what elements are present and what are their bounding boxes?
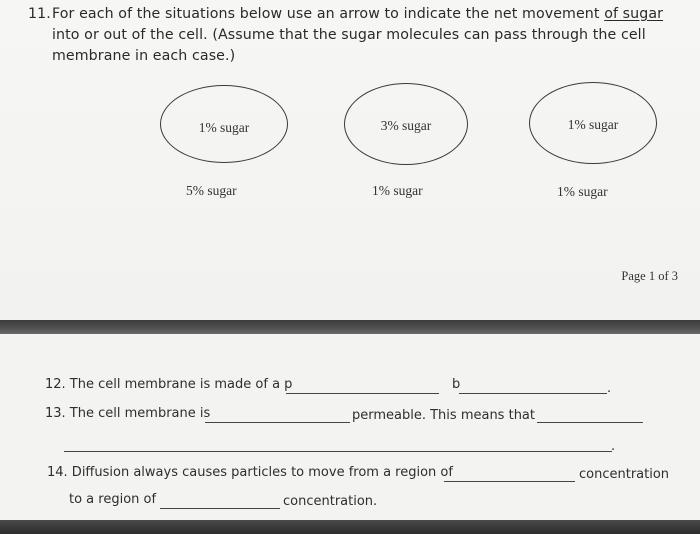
question-13-middle: permeable. This means that (352, 408, 535, 423)
cell-2-outside-label: 1% sugar (372, 183, 423, 198)
question-12-b-label: b (452, 377, 461, 392)
q12-blank-a[interactable] (286, 393, 439, 394)
q14-blank-a[interactable] (444, 481, 575, 482)
question-13-text: 13. The cell membrane is (45, 406, 211, 421)
cell-2 (344, 83, 468, 165)
question-12-end: . (607, 381, 612, 396)
q14-blank-b[interactable] (160, 508, 280, 509)
cell-3-outside-label: 1% sugar (557, 184, 608, 199)
question-13-end: . (611, 439, 616, 454)
q13-blank-a[interactable] (205, 422, 350, 423)
q12-blank-b[interactable] (459, 393, 607, 394)
cell-3 (529, 82, 657, 164)
cell-1 (160, 85, 288, 163)
question-14-line-1: 14. Diffusion always causes particles to move from a region of (47, 465, 453, 480)
question-14-line-1-end: concentration (579, 467, 670, 482)
page-footer: Page 1 of 3 (621, 269, 678, 283)
cell-1-inside-label: 1% sugar (198, 120, 250, 135)
bottom-edge (0, 520, 700, 534)
question-11-text: For each of the situations below use an arrow to indicate the net movement of sugar into or out of the cell. (Assume that the sugar molecules can pass through the cell membrane in each case.) (52, 6, 664, 64)
q13-blank-c[interactable] (64, 451, 612, 452)
question-14-line-2: to a region of (69, 492, 157, 507)
cell-2-inside-label: 3% sugar (380, 118, 432, 133)
question-11 (28, 4, 693, 67)
question-14-line-2-end: concentration. (283, 494, 378, 509)
underlined-phrase: of sugar (604, 6, 664, 22)
page-divider (0, 320, 700, 334)
question-11-number: 11. (28, 6, 51, 22)
question-12-text: 12. The cell membrane is made of a p (45, 377, 293, 392)
q13-blank-b[interactable] (537, 422, 643, 423)
cell-1-outside-label: 5% sugar (186, 183, 237, 198)
cell-3-inside-label: 1% sugar (567, 117, 619, 132)
